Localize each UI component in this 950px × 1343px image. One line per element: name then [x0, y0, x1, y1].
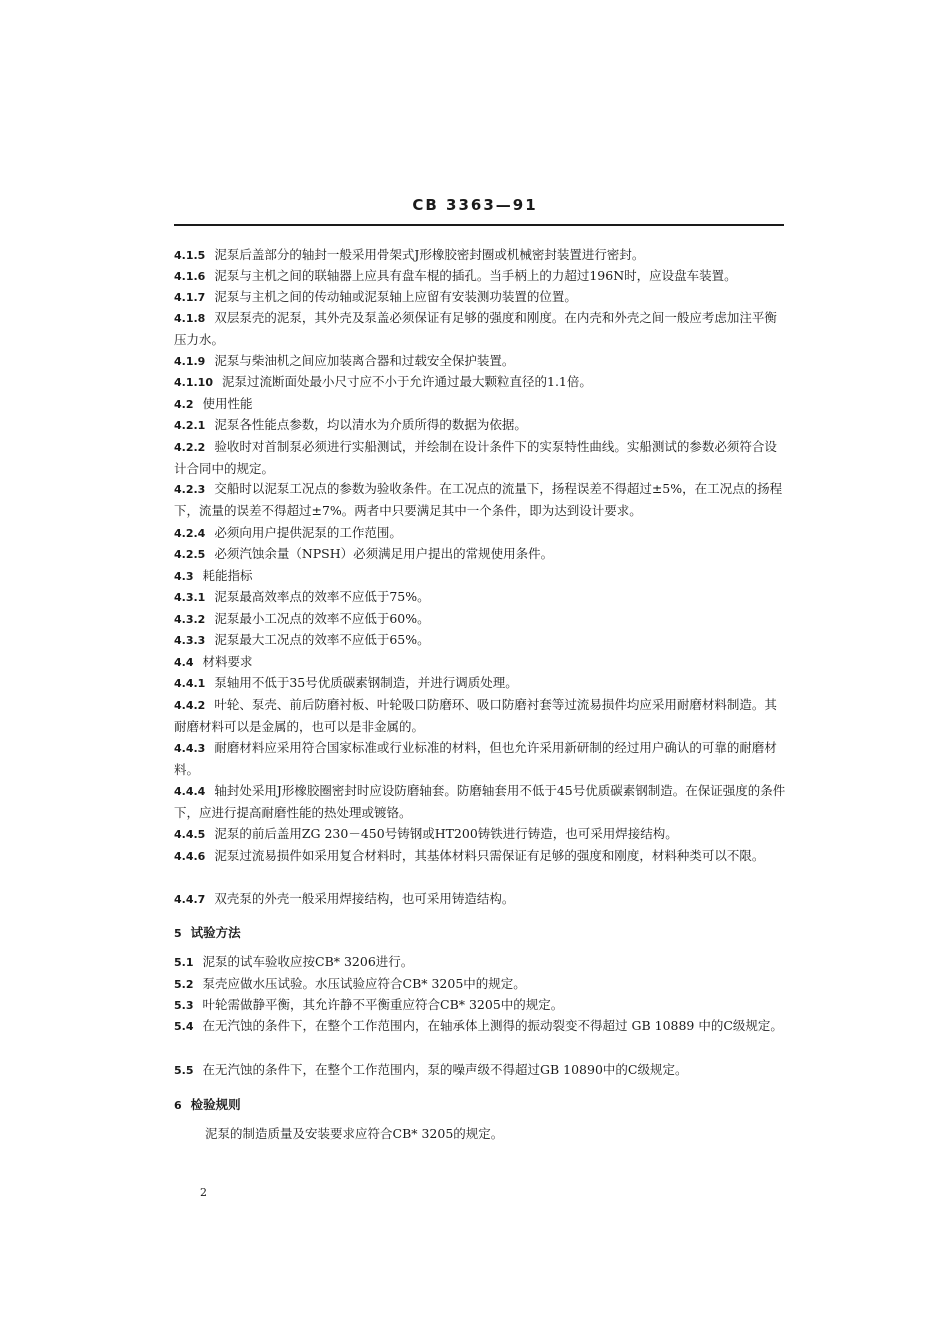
clause-text: 泥泵后盖部分的轴封一般采用骨架式J形橡胶密封圈或机械密封装置进行密封。 — [214, 247, 645, 262]
clause-4-4-1 — [174, 672, 786, 694]
clause-4-1-7 — [174, 286, 786, 308]
clause-text: 泥泵与主机之间的联轴器上应具有盘车棍的插孔。当手柄上的力超过196N时，应设盘车装置。 — [214, 268, 737, 283]
document-code-header: CB 3363—91 — [412, 196, 538, 214]
clause-number: 4.4.7 — [174, 893, 206, 906]
clause-number: 4.2.4 — [174, 527, 206, 540]
clause-text: 泥泵与柴油机之间应加装离合器和过载安全保护装置。 — [214, 353, 515, 368]
clause-4-4-3 — [174, 737, 786, 780]
clause-4-3-3 — [174, 629, 786, 651]
clause-number: 4.2.1 — [174, 419, 206, 432]
clause-5-4 — [174, 1015, 786, 1037]
section-6-body — [205, 1123, 817, 1144]
clause-text: 泥泵的试车验收应按CB* 3206进行。 — [202, 954, 414, 969]
clause-number: 4.4.1 — [174, 677, 206, 690]
clause-text: 泥泵的制造质量及安装要求应符合CB* 3205的规定。 — [205, 1126, 504, 1141]
clause-number: 4.1.7 — [174, 291, 206, 304]
clause-4-2-3 — [174, 478, 786, 521]
clause-text: 轴封处采用J形橡胶圈密封时应设防磨轴套。防磨轴套用不低于45号优质碳素钢制造。在保证强度的条件下，应进行提高耐磨性能的热处理或镀铬。 — [174, 783, 786, 820]
clause-number: 4.4.3 — [174, 742, 206, 755]
section-title: 检验规则 — [190, 1097, 241, 1112]
clause-number: 4.3 — [174, 570, 194, 583]
clause-number: 4.2.2 — [174, 441, 206, 454]
clause-text: 必须向用户提供泥泵的工作范围。 — [214, 525, 402, 540]
section-title: 试验方法 — [190, 925, 241, 940]
header-rule — [174, 224, 784, 226]
clause-text: 泥泵最大工况点的效率不应低于65%。 — [214, 632, 430, 647]
clause-text: 泵轴用不低于35号优质碳素钢制造，并进行调质处理。 — [214, 675, 518, 690]
clause-number: 4.4.5 — [174, 828, 206, 841]
clause-number: 5.5 — [174, 1064, 194, 1077]
clause-text: 验收时对首制泵必须进行实船测试，并绘制在设计条件下的实泵特性曲线。实船测试的参数必须符合设计合同中的规定。 — [174, 439, 777, 476]
clause-text: 双层泵壳的泥泵，其外壳及泵盖必须保证有足够的强度和刚度。在内壳和外壳之间一般应考虑加注平衡压力水。 — [174, 310, 777, 347]
clause-number: 4.3.2 — [174, 613, 206, 626]
clause-5-1 — [174, 951, 786, 973]
clause-4-1-9 — [174, 350, 786, 372]
section-6-heading — [174, 1094, 786, 1116]
clause-5-2 — [174, 973, 786, 995]
clause-text: 在无汽蚀的条件下，在整个工作范围内，在轴承体上测得的振动裂变不得超过 GB 10889 中的C级规定。 — [202, 1018, 783, 1033]
clause-number: 5.4 — [174, 1020, 194, 1033]
clause-4-3-1 — [174, 586, 786, 608]
clause-text: 泥泵各性能点参数，均以清水为介质所得的数据为依据。 — [214, 417, 527, 432]
clause-text: 泥泵的前后盖用ZG 230－450号铸钢或HT200铸铁进行铸造，也可采用焊接结构。 — [214, 826, 678, 841]
clause-text: 泵壳应做水压试验。水压试验应符合CB* 3205中的规定。 — [202, 976, 526, 991]
clause-text: 双壳泵的外壳一般采用焊接结构，也可采用铸造结构。 — [214, 891, 515, 906]
clause-4-4-7 — [174, 888, 786, 910]
section-4-2 — [174, 393, 786, 415]
section-4-4 — [174, 651, 786, 673]
clause-number: 4.3.3 — [174, 634, 206, 647]
clause-5-5 — [174, 1059, 786, 1081]
clause-text: 泥泵最小工况点的效率不应低于60%。 — [214, 611, 430, 626]
clause-4-1-6 — [174, 265, 786, 287]
clause-text: 叶轮需做静平衡，其允许静不平衡重应符合CB* 3205中的规定。 — [202, 997, 564, 1012]
clause-number: 5.1 — [174, 956, 194, 969]
section-5-heading — [174, 922, 786, 944]
clause-5-3 — [174, 994, 786, 1016]
clause-number: 4.4 — [174, 656, 194, 669]
clause-4-1-10 — [174, 371, 786, 393]
clause-text: 耐磨材料应采用符合国家标准或行业标准的材料，但也允许采用新研制的经过用户确认的可靠的耐磨材料。 — [174, 740, 777, 777]
section-number: 5 — [174, 927, 182, 940]
clause-text: 泥泵过流易损件如采用复合材料时，其基体材料只需保证有足够的强度和刚度，材料种类可以不限。 — [214, 848, 765, 863]
clause-text: 交船时以泥泵工况点的参数为验收条件。在工况点的流量下，扬程误差不得超过±5%，在工况点的扬程下，流量的误差不得超过±7%。两者中只要满足其中一个条件，即为达到设计要求。 — [174, 481, 783, 518]
clause-number: 4.2 — [174, 398, 194, 411]
section-number: 6 — [174, 1099, 182, 1112]
clause-text: 必须汽蚀余量（NPSH）必须满足用户提出的常规使用条件。 — [214, 546, 554, 561]
clause-4-4-2 — [174, 694, 786, 737]
clause-number: 4.4.6 — [174, 850, 206, 863]
clause-4-2-1 — [174, 414, 786, 436]
section-title: 使用性能 — [202, 396, 253, 411]
clause-number: 4.1.9 — [174, 355, 206, 368]
clause-4-3-2 — [174, 608, 786, 630]
clause-4-1-5 — [174, 244, 786, 266]
clause-4-4-6 — [174, 845, 786, 867]
clause-number: 5.2 — [174, 978, 194, 991]
clause-number: 4.2.5 — [174, 548, 206, 561]
clause-text: 泥泵与主机之间的传动轴或泥泵轴上应留有安装测功装置的位置。 — [214, 289, 577, 304]
clause-4-2-2 — [174, 436, 786, 479]
clause-number: 4.4.4 — [174, 785, 206, 798]
clause-number: 4.1.5 — [174, 249, 206, 262]
clause-4-2-5 — [174, 543, 786, 565]
clause-text: 在无汽蚀的条件下，在整个工作范围内，泵的噪声级不得超过GB 10890中的C级规定。 — [202, 1062, 688, 1077]
clause-number: 4.1.10 — [174, 376, 213, 389]
clause-number: 4.4.2 — [174, 699, 206, 712]
clause-text: 泥泵最高效率点的效率不应低于75%。 — [214, 589, 430, 604]
clause-number: 4.2.3 — [174, 483, 206, 496]
section-title: 耗能指标 — [202, 568, 253, 583]
clause-number: 4.1.6 — [174, 270, 206, 283]
section-title: 材料要求 — [202, 654, 253, 669]
clause-text: 泥泵过流断面处最小尺寸应不小于允许通过最大颗粒直径的1.1倍。 — [221, 374, 592, 389]
section-4-3 — [174, 565, 786, 587]
page-number: 2 — [200, 1186, 207, 1199]
clause-4-1-8 — [174, 307, 786, 350]
clause-number: 4.1.8 — [174, 312, 206, 325]
clause-number: 4.3.1 — [174, 591, 206, 604]
clause-text: 叶轮、泵壳、前后防磨衬板、叶轮吸口防磨环、吸口防磨衬套等过流易损件均应采用耐磨材料制造。其耐磨材料可以是金属的，也可以是非金属的。 — [174, 697, 777, 734]
clause-4-4-4 — [174, 780, 786, 823]
clause-4-4-5 — [174, 823, 786, 845]
clause-4-2-4 — [174, 522, 786, 544]
clause-number: 5.3 — [174, 999, 194, 1012]
